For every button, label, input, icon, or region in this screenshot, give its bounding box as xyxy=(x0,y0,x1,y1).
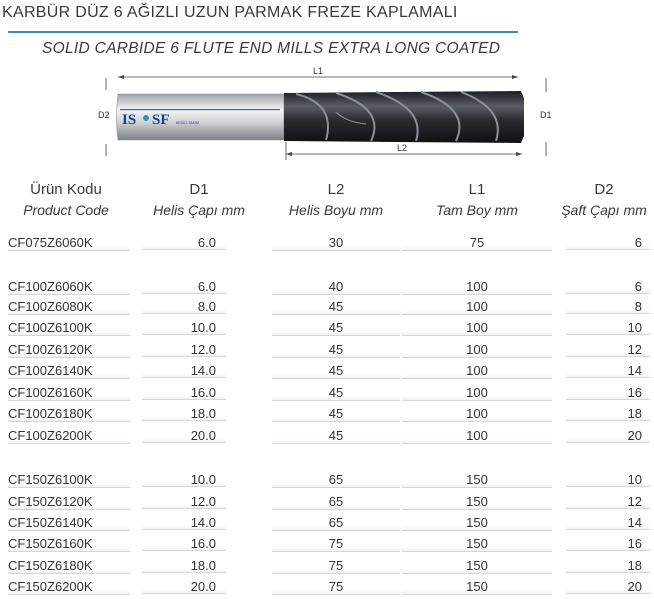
l2-cell: 75 xyxy=(272,558,400,574)
product-code-cell: CF100Z6200K xyxy=(8,428,130,444)
d1-cell: 10.0 xyxy=(142,472,226,487)
d2-cell: 6 xyxy=(566,279,650,294)
product-code-cell: CF150Z6100K xyxy=(8,472,130,488)
d1-cell: 20.0 xyxy=(142,428,226,443)
l2-cell: 65 xyxy=(272,515,400,531)
table-row xyxy=(0,558,654,573)
table-row xyxy=(0,320,654,335)
l2-cell: 45 xyxy=(272,342,400,358)
l1-cell: 75 xyxy=(402,235,552,251)
table-row xyxy=(0,385,654,400)
title-english: SOLID CARBIDE 6 FLUTE END MILLS EXTRA LONG COATED xyxy=(42,40,501,57)
table-row xyxy=(0,406,654,421)
tool-shank xyxy=(117,94,285,140)
dimension-d2 xyxy=(98,78,110,156)
d1-cell: 12.0 xyxy=(142,494,226,509)
l2-cell: 65 xyxy=(272,494,400,510)
svg-text:IS: IS xyxy=(122,112,137,128)
d2-cell: 10 xyxy=(566,320,650,335)
d2-cell: 16 xyxy=(566,536,650,551)
header-l2: L2 Helis Boyu mm xyxy=(288,181,384,218)
d2-cell: 10 xyxy=(566,472,650,487)
d2-cell: 14 xyxy=(566,515,650,530)
product-code-cell: CF150Z6120K xyxy=(8,494,130,510)
table-row xyxy=(0,515,654,530)
d1-cell: 6.0 xyxy=(142,235,226,250)
l2-cell: 45 xyxy=(272,363,400,379)
l1-cell: 150 xyxy=(402,472,552,488)
product-code-cell: CF075Z6060K xyxy=(8,235,130,251)
l1-cell: 100 xyxy=(402,406,552,422)
product-code-cell: CF100Z6080K xyxy=(8,299,130,315)
d2-cell: 8 xyxy=(566,299,650,314)
header-d2: D2 Şaft Çapı mm xyxy=(561,181,647,218)
product-code-cell: CF150Z6160K xyxy=(8,536,130,552)
title-turkish: KARBÜR DÜZ 6 AĞIZLI UZUN PARMAK FREZE KAPLAMALI xyxy=(2,4,458,21)
l2-cell: 75 xyxy=(272,579,400,595)
d2-cell: 12 xyxy=(566,494,650,509)
header-product-code: Ürün Kodu Product Code xyxy=(23,181,109,218)
product-code-cell: CF100Z6120K xyxy=(8,342,130,358)
l2-cell: 45 xyxy=(272,428,400,444)
l1-cell: 150 xyxy=(402,494,552,510)
table-row xyxy=(0,363,654,378)
l1-cell: 150 xyxy=(402,515,552,531)
l2-cell: 40 xyxy=(272,279,400,295)
product-code-cell: CF150Z6180K xyxy=(8,558,130,574)
d1-cell: 12.0 xyxy=(142,342,226,357)
l1-cell: 100 xyxy=(402,320,552,336)
dimension-d1 xyxy=(540,78,552,156)
tool-flutes xyxy=(284,91,524,143)
d2-cell: 18 xyxy=(566,558,650,573)
product-code-cell: CF100Z6180K xyxy=(8,406,130,422)
l2-cell: 75 xyxy=(272,536,400,552)
svg-text:SF: SF xyxy=(152,112,170,128)
label-l2: L2 xyxy=(396,143,408,153)
l2-cell: 45 xyxy=(272,406,400,422)
product-code-cell: CF150Z6200K xyxy=(8,579,130,595)
d2-cell: 20 xyxy=(566,428,650,443)
l1-cell: 100 xyxy=(402,299,552,315)
l1-cell: 150 xyxy=(402,579,552,595)
table-row xyxy=(0,536,654,551)
table-row xyxy=(0,299,654,314)
l1-cell: 100 xyxy=(402,342,552,358)
l1-cell: 150 xyxy=(402,558,552,574)
d1-cell: 14.0 xyxy=(142,363,226,378)
l1-cell: 100 xyxy=(402,363,552,379)
product-code-cell: CF100Z6140K xyxy=(8,363,130,379)
l2-cell: 30 xyxy=(272,235,400,251)
label-d2: D2 xyxy=(98,110,110,120)
d2-cell: 18 xyxy=(566,406,650,421)
dimension-l2 xyxy=(286,142,522,160)
product-code-cell: CF100Z6060K xyxy=(8,279,130,295)
d1-cell: 6.0 xyxy=(142,279,226,294)
d1-cell: 10.0 xyxy=(142,320,226,335)
l2-cell: 45 xyxy=(272,320,400,336)
l2-cell: 45 xyxy=(272,385,400,401)
d2-cell: 6 xyxy=(566,235,650,250)
d2-cell: 14 xyxy=(566,363,650,378)
l2-cell: 45 xyxy=(272,299,400,315)
d2-cell: 20 xyxy=(566,579,650,594)
table-row xyxy=(0,494,654,509)
d1-cell: 18.0 xyxy=(142,406,226,421)
product-code-cell: CF100Z6160K xyxy=(8,385,130,401)
svg-text:KESİCİ TAKIM: KESİCİ TAKIM xyxy=(176,121,199,125)
l1-cell: 100 xyxy=(402,428,552,444)
label-l1: L1 xyxy=(312,66,324,76)
l2-cell: 65 xyxy=(272,472,400,488)
d1-cell: 16.0 xyxy=(142,536,226,551)
product-code-cell: CF150Z6140K xyxy=(8,515,130,531)
table-row xyxy=(0,342,654,357)
table-row xyxy=(0,472,654,487)
l1-cell: 100 xyxy=(402,385,552,401)
title-divider xyxy=(8,31,518,33)
dimension-l1 xyxy=(118,66,518,79)
d1-cell: 14.0 xyxy=(142,515,226,530)
label-d1: D1 xyxy=(540,110,552,120)
l1-cell: 150 xyxy=(402,536,552,552)
header-l1: L1 Tam Boy mm xyxy=(436,181,518,218)
table-row xyxy=(0,279,654,294)
d1-cell: 8.0 xyxy=(142,299,226,314)
d1-cell: 20.0 xyxy=(142,579,226,594)
l1-cell: 100 xyxy=(402,279,552,295)
d2-cell: 12 xyxy=(566,342,650,357)
table-row xyxy=(0,579,654,594)
table-row xyxy=(0,235,654,250)
d1-cell: 18.0 xyxy=(142,558,226,573)
product-code-cell: CF100Z6100K xyxy=(8,320,130,336)
end-mill-drawing xyxy=(96,64,556,164)
d1-cell: 16.0 xyxy=(142,385,226,400)
header-d1: D1 Helis Çapı mm xyxy=(153,181,245,218)
table-row xyxy=(0,428,654,443)
d2-cell: 16 xyxy=(566,385,650,400)
